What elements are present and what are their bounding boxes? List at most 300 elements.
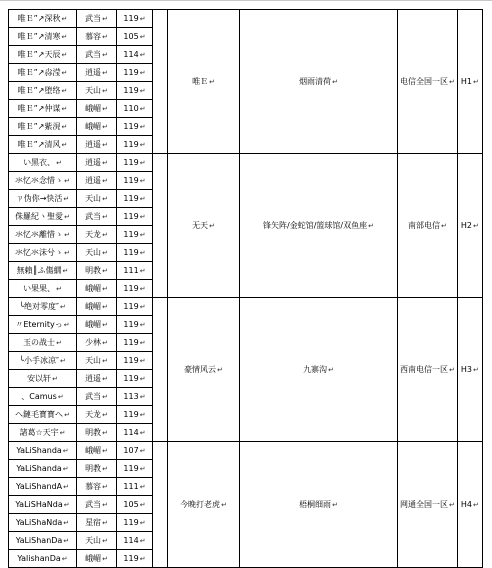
member-level-text: 105: [123, 31, 139, 41]
member-level-text: 119: [123, 355, 139, 365]
cell-end-mark: ↵: [139, 482, 146, 491]
member-level-text: 114: [123, 49, 139, 59]
cell-end-mark: ↵: [52, 374, 58, 383]
member-level: [117, 406, 153, 424]
team-server-zone-text: 南部电信: [408, 220, 440, 230]
cell-end-mark: ↵: [102, 32, 108, 41]
cell-end-mark: ↵: [64, 410, 70, 419]
member-level-text: 119: [123, 157, 139, 167]
cell-end-mark: ↵: [56, 338, 62, 347]
member-name-text: YaLiShandA: [16, 481, 63, 491]
member-school: [77, 388, 117, 406]
member-level-text: 114: [123, 427, 139, 437]
member-level-text: 110: [123, 103, 139, 113]
team-group-name-text: 无天: [192, 220, 209, 230]
cell-end-mark: ↵: [102, 284, 108, 293]
team-venue-text: 九寨沟: [303, 364, 328, 374]
member-level-text: 119: [123, 553, 139, 563]
cell-end-mark: ↵: [221, 500, 227, 509]
cell-end-mark: ↵: [139, 518, 146, 527]
cell-end-mark: ↵: [139, 536, 146, 545]
member-name: [9, 190, 77, 208]
member-level: [117, 334, 153, 352]
cell-end-mark: ↵: [102, 500, 108, 509]
member-name-text: 〃Eternityっ: [15, 319, 63, 329]
member-school: [77, 190, 117, 208]
cell-end-mark: ↵: [102, 176, 108, 185]
member-school: [77, 46, 117, 64]
member-level-text: 119: [123, 175, 139, 185]
member-school: [77, 136, 117, 154]
member-school: [77, 478, 117, 496]
member-school-text: 峨嵋: [85, 121, 102, 131]
member-name: [9, 208, 77, 226]
member-level-text: 119: [123, 13, 139, 23]
member-school: [77, 82, 117, 100]
member-level: [117, 118, 153, 136]
member-name-text: 無賴║ふ傷繝: [16, 265, 62, 275]
member-level: [117, 442, 153, 460]
member-level: [117, 28, 153, 46]
cell-end-mark: ↵: [139, 554, 146, 563]
member-name-text: 、Camus: [21, 391, 57, 401]
member-school-text: 逍遥: [85, 67, 102, 77]
member-name-text: YaLiShanDa: [15, 535, 63, 545]
cell-end-mark: ↵: [139, 176, 146, 185]
member-school-text: 武当: [85, 211, 102, 221]
spacer-cell: [153, 10, 168, 154]
member-name-text: 唯Ｅ”↗深秋: [17, 13, 61, 23]
spacer-cell: [153, 298, 168, 442]
cell-end-mark: ↵: [102, 194, 108, 203]
member-school-text: 武当: [85, 499, 102, 509]
member-name: [9, 10, 77, 28]
member-name-text: 侏羅紀ヽ聖愛: [15, 211, 64, 221]
member-school: [77, 280, 117, 298]
cell-end-mark: ↵: [139, 194, 146, 203]
member-name-text: 諸葛☆天宇: [19, 427, 59, 437]
cell-end-mark: ↵: [56, 158, 62, 167]
member-school-text: 峨嵋: [85, 283, 102, 293]
cell-end-mark: ↵: [62, 266, 69, 275]
member-level-text: 119: [123, 193, 139, 203]
member-school-text: 天山: [85, 247, 102, 257]
cell-end-mark: ↵: [139, 32, 146, 41]
member-school: [77, 316, 117, 334]
member-name: [9, 100, 77, 118]
cell-end-mark: ↵: [102, 320, 108, 329]
member-school: [77, 532, 117, 550]
page-edge: [0, 0, 492, 1]
cell-end-mark: ↵: [102, 410, 108, 419]
team-server-zone: [398, 442, 458, 568]
team-code: [457, 154, 482, 298]
member-school: [77, 154, 117, 172]
cell-end-mark: ↵: [63, 194, 70, 203]
member-school-text: 逍遥: [85, 139, 102, 149]
member-school-text: 逍遥: [85, 157, 102, 167]
cell-end-mark: ↵: [63, 320, 70, 329]
member-school-text: 天龙: [85, 229, 102, 239]
member-level-text: 107: [123, 445, 139, 455]
member-level: [117, 514, 153, 532]
member-school-text: 天山: [85, 193, 102, 203]
member-school: [77, 352, 117, 370]
member-name: [9, 316, 77, 334]
team-venue-text: 梧桐细雨: [299, 499, 332, 509]
cell-end-mark: ↵: [139, 86, 146, 95]
member-name-text: 唯Ｅ”↗堕络: [17, 85, 61, 95]
member-name-text: 唯Ｅ”↗紫涀: [17, 121, 61, 131]
member-name-text: 唯Ｅ”↗仲谋: [17, 103, 61, 113]
cell-end-mark: ↵: [102, 374, 108, 383]
cell-end-mark: ↵: [59, 428, 66, 437]
member-school: [77, 460, 117, 478]
member-level-text: 119: [123, 67, 139, 77]
cell-end-mark: ↵: [102, 14, 108, 23]
cell-end-mark: ↵: [102, 212, 108, 221]
member-school-text: 峨嵋: [85, 301, 102, 311]
member-level: [117, 244, 153, 262]
member-name-text: ╰绝对零度″: [19, 301, 59, 311]
table-row: [9, 154, 483, 172]
member-name: [9, 172, 77, 190]
member-level-text: 114: [123, 535, 139, 545]
member-name: [9, 226, 77, 244]
member-school-text: 逍遥: [85, 373, 102, 383]
member-school-text: 天山: [85, 355, 102, 365]
cell-end-mark: ↵: [139, 374, 146, 383]
member-level-text: 119: [123, 337, 139, 347]
cell-end-mark: ↵: [61, 554, 68, 563]
cell-end-mark: ↵: [139, 212, 146, 221]
member-name-text: YaLiSHaNda: [15, 499, 63, 509]
cell-end-mark: ↵: [139, 500, 146, 509]
member-name-text: 唯Ｅ”↗清寒: [17, 31, 61, 41]
member-name: [9, 118, 77, 136]
team-server-zone-text: 西南电信一区: [400, 364, 448, 374]
member-name-text: 唯Ｅ”↗天辰: [17, 49, 61, 59]
table-row: [9, 298, 483, 316]
member-name: [9, 424, 77, 442]
member-school: [77, 208, 117, 226]
team-group-name-text: 今晚打老虎: [180, 499, 221, 509]
member-level-text: 119: [123, 463, 139, 473]
member-school: [77, 262, 117, 280]
member-name: [9, 28, 77, 46]
team-server-zone-text: 电信全国一区: [400, 76, 448, 86]
cell-end-mark: ↵: [332, 500, 338, 509]
member-name-text: YaLiShaNda: [15, 517, 63, 527]
member-level: [117, 46, 153, 64]
cell-end-mark: ↵: [441, 221, 447, 230]
member-name-text: YaLiShanda: [16, 463, 62, 473]
team-venue-text: 锋矢阵/金蛇馆/篮球馆/双鱼座: [263, 220, 368, 230]
member-level: [117, 208, 153, 226]
member-school: [77, 172, 117, 190]
member-name-text: ㄗ伪你→快活: [15, 193, 63, 203]
member-school: [77, 226, 117, 244]
cell-end-mark: ↵: [61, 86, 68, 95]
member-name: [9, 262, 77, 280]
member-level: [117, 64, 153, 82]
cell-end-mark: ↵: [102, 554, 108, 563]
member-level: [117, 82, 153, 100]
member-name: [9, 64, 77, 82]
member-level: [117, 424, 153, 442]
team-venue: [240, 10, 398, 154]
member-name: [9, 442, 77, 460]
cell-end-mark: ↵: [57, 392, 64, 401]
member-school-text: 少林: [85, 337, 102, 347]
cell-end-mark: ↵: [139, 410, 146, 419]
team-server-zone: [398, 10, 458, 154]
member-level: [117, 532, 153, 550]
cell-end-mark: ↵: [59, 302, 66, 311]
cell-end-mark: ↵: [102, 518, 108, 527]
member-level-text: 111: [123, 265, 139, 275]
cell-end-mark: ↵: [139, 446, 146, 455]
team-group-name: [168, 298, 240, 442]
member-school: [77, 370, 117, 388]
team-venue: [240, 154, 398, 298]
member-level-text: 119: [123, 139, 139, 149]
cell-end-mark: ↵: [102, 104, 108, 113]
member-name: [9, 280, 77, 298]
member-school-text: 逍遥: [85, 175, 102, 185]
member-level: [117, 154, 153, 172]
member-name: [9, 352, 77, 370]
member-name: [9, 532, 77, 550]
cell-end-mark: ↵: [102, 68, 108, 77]
member-name: [9, 478, 77, 496]
member-level: [117, 478, 153, 496]
member-level: [117, 550, 153, 568]
cell-end-mark: ↵: [102, 482, 108, 491]
cell-end-mark: ↵: [62, 446, 69, 455]
cell-end-mark: ↵: [139, 392, 146, 401]
cell-end-mark: ↵: [102, 158, 108, 167]
cell-end-mark: ↵: [139, 230, 146, 239]
member-level: [117, 190, 153, 208]
member-level: [117, 370, 153, 388]
team-group-name: [168, 154, 240, 298]
team-venue: [240, 298, 398, 442]
member-name-text: ╰小手冰凉″: [19, 355, 59, 365]
member-name: [9, 334, 77, 352]
member-name: [9, 244, 77, 262]
member-level: [117, 388, 153, 406]
cell-end-mark: ↵: [139, 122, 146, 131]
team-code-text: H1: [460, 76, 472, 86]
team-venue-text: 烟雨清荷: [299, 76, 332, 86]
member-name: [9, 370, 77, 388]
team-code-text: H3: [460, 364, 472, 374]
member-school-text: 峨嵋: [85, 553, 102, 563]
team-server-zone: [398, 298, 458, 442]
member-name: [9, 514, 77, 532]
cell-end-mark: ↵: [139, 140, 146, 149]
cell-end-mark: ↵: [139, 302, 146, 311]
spacer-cell: [153, 442, 168, 568]
member-name: [9, 496, 77, 514]
cell-end-mark: ↵: [102, 266, 108, 275]
cell-end-mark: ↵: [102, 428, 108, 437]
cell-end-mark: ↵: [449, 77, 455, 86]
cell-end-mark: ↵: [139, 248, 146, 257]
team-code: [457, 10, 482, 154]
member-name: [9, 550, 77, 568]
member-level-text: 119: [123, 517, 139, 527]
cell-end-mark: ↵: [59, 356, 66, 365]
member-name-text: ヘ鏈毛寳寳へ: [15, 409, 64, 419]
member-school: [77, 298, 117, 316]
member-level-text: 119: [123, 301, 139, 311]
member-school: [77, 100, 117, 118]
member-school-text: 明教: [85, 427, 102, 437]
member-level-text: 119: [123, 229, 139, 239]
member-name: [9, 298, 77, 316]
member-level-text: 119: [123, 283, 139, 293]
cell-end-mark: ↵: [102, 248, 108, 257]
cell-end-mark: ↵: [139, 284, 146, 293]
member-level: [117, 460, 153, 478]
member-name-text: 氺忆氺離惜ゝ: [15, 229, 64, 239]
cell-end-mark: ↵: [217, 365, 223, 374]
cell-end-mark: ↵: [102, 140, 108, 149]
member-level-text: 119: [123, 247, 139, 257]
cell-end-mark: ↵: [61, 140, 68, 149]
member-level: [117, 10, 153, 28]
member-name: [9, 406, 77, 424]
member-name: [9, 388, 77, 406]
member-school: [77, 496, 117, 514]
member-school-text: 武当: [85, 391, 102, 401]
member-level: [117, 136, 153, 154]
member-level-text: 105: [123, 499, 139, 509]
cell-end-mark: ↵: [139, 104, 146, 113]
member-school-text: 武当: [85, 49, 102, 59]
member-school: [77, 244, 117, 262]
member-name-text: 唯Ｅ”↗尛滢: [17, 67, 61, 77]
member-level: [117, 226, 153, 244]
member-level-text: 119: [123, 409, 139, 419]
member-name-text: YaLiShanda: [16, 445, 62, 455]
member-level: [117, 298, 153, 316]
member-school: [77, 514, 117, 532]
team-group-name: [168, 10, 240, 154]
cell-end-mark: ↵: [61, 50, 68, 59]
cell-end-mark: ↵: [368, 221, 374, 230]
member-level: [117, 262, 153, 280]
cell-end-mark: ↵: [102, 392, 108, 401]
cell-end-mark: ↵: [63, 518, 70, 527]
member-school: [77, 424, 117, 442]
cell-end-mark: ↵: [139, 464, 146, 473]
member-name-text: 氺忆氺念惜ゝ: [15, 175, 64, 185]
team-roster-table: [8, 9, 483, 568]
member-level-text: 119: [123, 319, 139, 329]
member-school-text: 慕容: [85, 31, 102, 41]
cell-end-mark: ↵: [139, 68, 146, 77]
team-venue: [240, 442, 398, 568]
cell-end-mark: ↵: [139, 266, 146, 275]
cell-end-mark: ↵: [472, 365, 479, 374]
member-level-text: 119: [123, 121, 139, 131]
table-row: [9, 10, 483, 28]
member-name: [9, 460, 77, 478]
member-school: [77, 550, 117, 568]
cell-end-mark: ↵: [449, 500, 455, 509]
cell-end-mark: ↵: [139, 50, 146, 59]
cell-end-mark: ↵: [328, 365, 334, 374]
cell-end-mark: ↵: [63, 482, 69, 491]
member-level: [117, 172, 153, 190]
cell-end-mark: ↵: [64, 230, 70, 239]
member-level-text: 113: [123, 391, 139, 401]
cell-end-mark: ↵: [139, 320, 146, 329]
cell-end-mark: ↵: [61, 104, 68, 113]
member-level-text: 119: [123, 85, 139, 95]
member-name-text: 氺忆氺沫兮ゝ: [15, 247, 64, 257]
member-name: [9, 154, 77, 172]
member-name-text: い果果、: [23, 283, 56, 293]
member-school-text: 明教: [85, 265, 102, 275]
member-school-text: 天山: [85, 535, 102, 545]
member-school-text: 峨嵋: [85, 319, 102, 329]
cell-end-mark: ↵: [61, 68, 68, 77]
cell-end-mark: ↵: [102, 230, 108, 239]
team-group-name-text: 豪情风云: [184, 364, 217, 374]
cell-end-mark: ↵: [139, 158, 146, 167]
cell-end-mark: ↵: [64, 248, 70, 257]
member-name-text: 安以轩: [27, 373, 52, 383]
member-name: [9, 82, 77, 100]
member-school-text: 武当: [85, 13, 102, 23]
cell-end-mark: ↵: [102, 464, 108, 473]
cell-end-mark: ↵: [61, 14, 68, 23]
member-level: [117, 316, 153, 334]
team-code-text: H4: [460, 499, 472, 509]
team-server-zone-text: 网通全国一区: [400, 499, 448, 509]
cell-end-mark: ↵: [449, 365, 455, 374]
member-level: [117, 100, 153, 118]
cell-end-mark: ↵: [64, 176, 70, 185]
cell-end-mark: ↵: [63, 536, 70, 545]
member-school-text: 天山: [85, 85, 102, 95]
member-name: [9, 46, 77, 64]
team-group-name-text: 唯Ｅ: [192, 76, 209, 86]
member-name-text: い黑衣、: [23, 157, 56, 167]
member-school: [77, 334, 117, 352]
spacer-cell: [153, 154, 168, 298]
member-school-text: 星宿: [85, 517, 102, 527]
member-school-text: 峨嵋: [85, 445, 102, 455]
member-name-text: 玉の战士: [23, 337, 56, 347]
cell-end-mark: ↵: [61, 32, 68, 41]
cell-end-mark: ↵: [472, 77, 479, 86]
cell-end-mark: ↵: [56, 284, 62, 293]
member-level: [117, 496, 153, 514]
member-school: [77, 118, 117, 136]
cell-end-mark: ↵: [209, 77, 215, 86]
team-code: [457, 442, 482, 568]
table-row: [9, 442, 483, 460]
member-school-text: 峨嵋: [85, 103, 102, 113]
team-code: [457, 298, 482, 442]
team-code-text: H2: [460, 220, 472, 230]
cell-end-mark: ↵: [102, 50, 108, 59]
